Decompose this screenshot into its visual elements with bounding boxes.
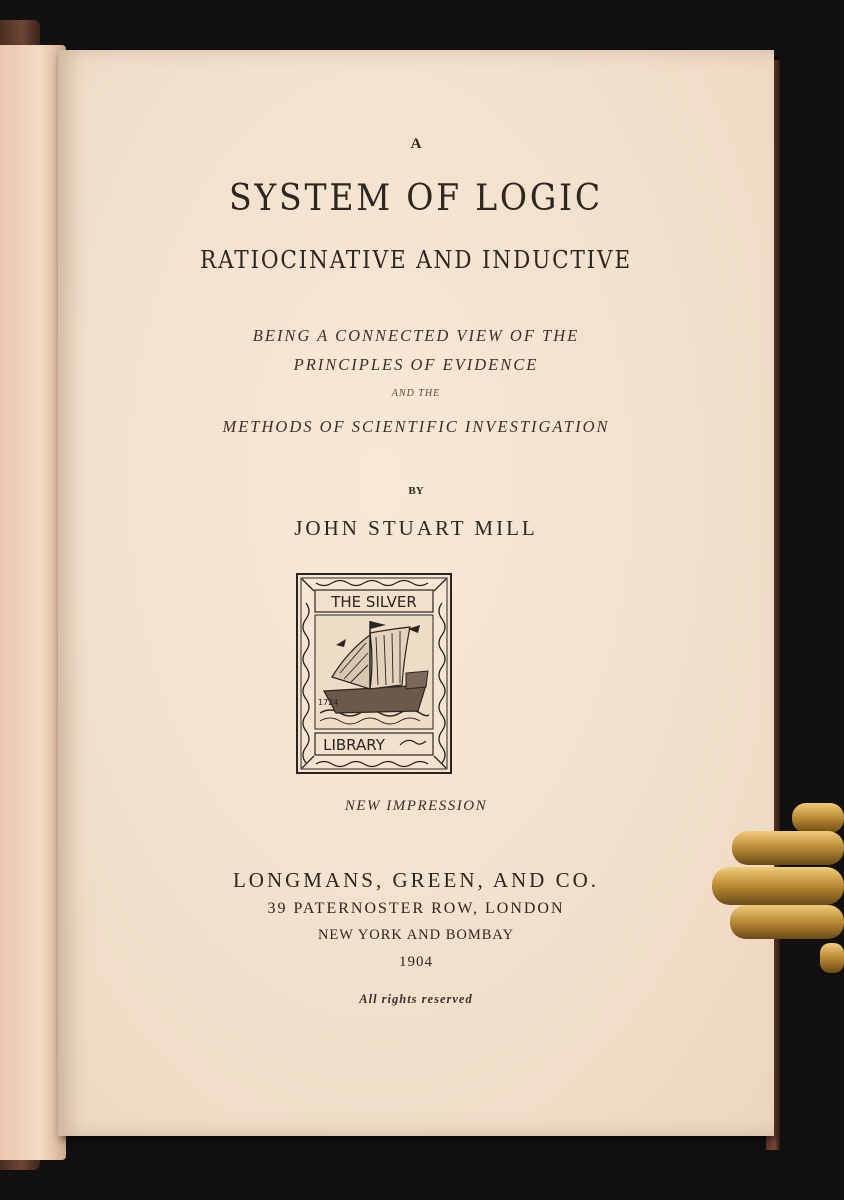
description-line-3: METHODS OF SCIENTIFIC INVESTIGATION [222, 417, 610, 436]
rights-notice: All rights reserved [359, 992, 473, 1006]
left-page [0, 45, 66, 1160]
publication-year: 1904 [399, 954, 433, 970]
brass-page-clip [708, 795, 844, 980]
book-title: SYSTEM OF LOGIC [228, 178, 604, 219]
title-page [58, 50, 774, 1136]
impression-note: NEW IMPRESSION [344, 798, 488, 814]
author-name: JOHN STUART MILL [294, 516, 538, 540]
description-line-1: BEING A CONNECTED VIEW OF THE [252, 326, 580, 345]
publisher-cities: NEW YORK AND BOMBAY [317, 927, 515, 943]
title-article: A [410, 136, 422, 152]
book-subtitle: RATIOCINATIVE AND INDUCTIVE [200, 246, 632, 274]
description-and: AND THE [391, 388, 441, 399]
publisher-name: LONGMANS, GREEN, AND CO. [232, 868, 599, 892]
by-line: BY [408, 485, 424, 497]
emblem-top-text: THE SILVER [331, 593, 417, 611]
emblem-bottom-text: LIBRARY [323, 736, 385, 754]
sailing-ship-icon [315, 615, 433, 729]
silver-library-emblem [296, 573, 452, 774]
publisher-address: 39 PATERNOSTER ROW, LONDON [267, 900, 565, 917]
description-line-2: PRINCIPLES OF EVIDENCE [293, 355, 539, 374]
emblem-year-mark: 1724 [318, 698, 339, 707]
